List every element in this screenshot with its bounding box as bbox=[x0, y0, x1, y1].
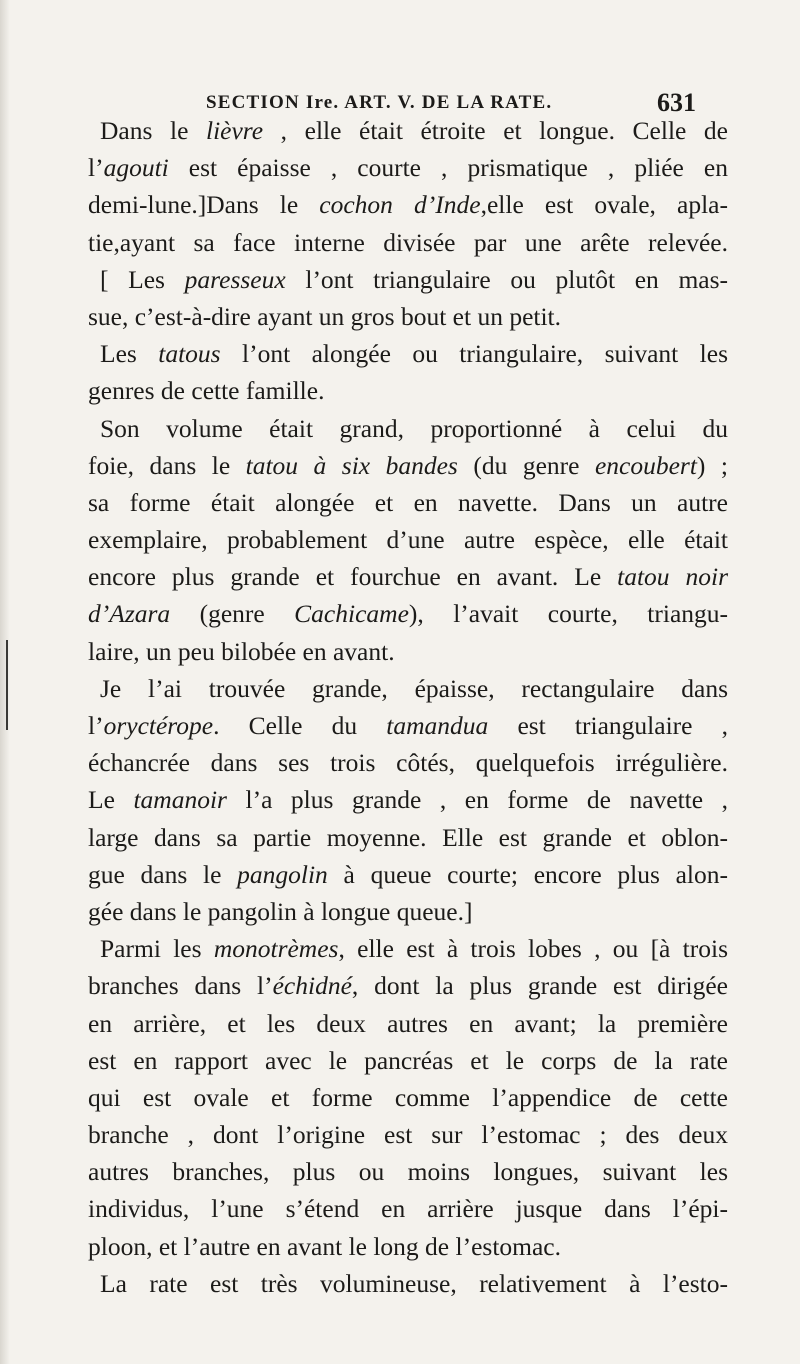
text-line: l’oryctérope. Celle du tamandua est triangulaire , bbox=[88, 711, 728, 740]
text-line: [ Les paresseux l’ont triangulaire ou plutôt en mas- bbox=[100, 264, 729, 294]
section-heading: SECTION Ire. ART. V. DE LA RATE. bbox=[206, 92, 553, 113]
text-line: foie, dans le tatou à six bandes (du genre encoubert) ; bbox=[88, 450, 728, 480]
text-line: demi-lune.]Dans le cochon d’Inde,elle est ovale, apla- bbox=[88, 190, 728, 220]
text-line: Le tamanoir l’a plus grande , en forme de navette , bbox=[88, 785, 728, 815]
body-text bbox=[88, 112, 728, 1302]
text-line: Je l’ai trouvée grande, épaisse, rectangulaire dans bbox=[100, 673, 728, 703]
text-line: d’Azara (genre Cachicame), l’avait courte, triangu- bbox=[88, 599, 729, 629]
text-line: Dans le lièvre , elle était étroite et longue. Celle de bbox=[100, 116, 728, 145]
gutter-shadow bbox=[0, 0, 10, 1364]
text-line: genres de cette famille. bbox=[88, 376, 325, 406]
text-line: en arrière, et les deux autres en avant; la première bbox=[88, 1008, 728, 1038]
text-line: tie,ayant sa face interne divisée par une arête relevée. bbox=[88, 227, 728, 257]
text-line: Son volume était grand, proportionné à celui du bbox=[100, 413, 728, 443]
text-line: encore plus grande et fourchue en avant. Le tatou noir bbox=[88, 562, 728, 592]
text-line: Les tatous l’ont alongée ou triangulaire, suivant les bbox=[100, 339, 728, 369]
margin-rule bbox=[6, 640, 8, 730]
text-line: branches dans l’échidné, dont la plus grande est dirigée bbox=[88, 971, 728, 1001]
text-line: échancrée dans ses trois côtés, quelquefois irrégulière. bbox=[88, 748, 728, 778]
text-line: gée dans le pangolin à longue queue.] bbox=[88, 896, 473, 926]
text-line: large dans sa partie moyenne. Elle est grande et oblon- bbox=[88, 822, 728, 852]
text-line: gue dans le pangolin à queue courte; encore plus alon- bbox=[88, 859, 728, 889]
text-line: La rate est très volumineuse, relativement à l’esto- bbox=[100, 1268, 728, 1298]
text-line: l’agouti est épaisse , courte , prismatique , pliée en bbox=[88, 153, 728, 183]
text-line: branche , dont l’origine est sur l’estomac ; des deux bbox=[88, 1120, 728, 1150]
page-number: 631 bbox=[657, 88, 696, 117]
text-line: exemplaire, probablement d’une autre espèce, elle était bbox=[88, 525, 728, 555]
text-line: individus, l’une s’étend en arrière jusque dans l’épi- bbox=[88, 1194, 728, 1224]
text-line: autres branches, plus ou moins longues, suivant les bbox=[88, 1157, 728, 1187]
text-line: ploon, et l’autre en avant le long de l’estomac. bbox=[88, 1231, 561, 1261]
text-line: laire, un peu bilobée en avant. bbox=[88, 636, 395, 666]
text-line: qui est ovale et forme comme l’appendice de cette bbox=[88, 1082, 728, 1112]
text-line: est en rapport avec le pancréas et le corps de la rate bbox=[88, 1045, 728, 1075]
text-line: sa forme était alongée et en navette. Dans un autre bbox=[88, 487, 728, 517]
text-line: sue, c’est-à-dire ayant un gros bout et un petit. bbox=[88, 301, 562, 331]
text-line: Parmi les monotrèmes, elle est à trois lobes , ou [à trois bbox=[100, 934, 728, 964]
